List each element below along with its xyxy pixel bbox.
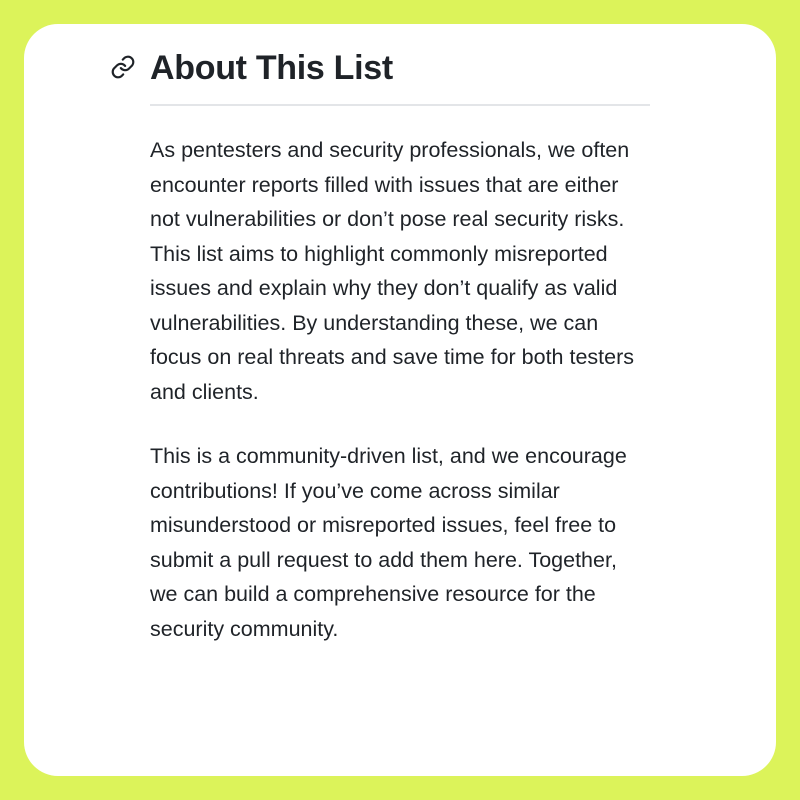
intro-paragraph: As pentesters and security professionals, we often encounter reports filled with issues that are either not vulnerabilities or don’t pose real security risks. This list aims to highlight commonly misreported issues and explain why they don’t qualify as valid vulnerabilities. By understanding these, we can focus on real threats and save time for both testers and clients. [150,138,635,404]
heading-anchor-link[interactable] [110,54,136,80]
contribution-paragraph: This is a community-driven list, and we encourage contributions! If you’ve come across similar misunderstood or misreported issues, feel free to submit a pull request to add them here. Together, we can build a comprehensive resource for the security community. [150,444,627,641]
section-title: About This List [150,49,393,87]
link-icon [110,54,136,80]
section-heading [150,48,650,106]
readme-section [150,48,650,646]
content-card [24,24,776,776]
